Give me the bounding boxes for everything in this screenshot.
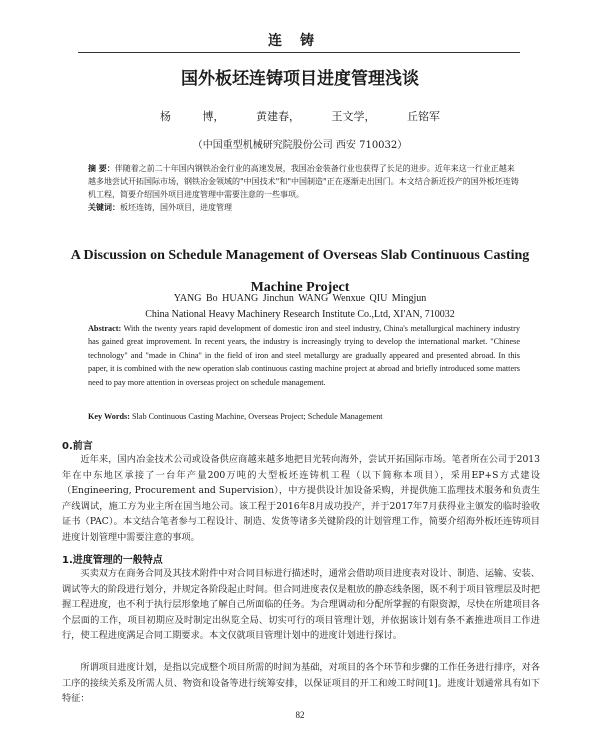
keywords-cn — [88, 201, 520, 214]
keywords-cn-label: 关键词： — [88, 203, 120, 212]
page-number: 82 — [295, 710, 305, 720]
keywords-en-text: Slab Continuous Casting Machine, Overseas Project; Schedule Management — [131, 412, 383, 421]
affiliation-en: China National Heavy Machinery Research Institute Co.,Ltd, XI'AN, 710032 — [145, 309, 455, 320]
keywords-en-label: Key Words: — [88, 412, 130, 421]
abstract-cn-text: 伴随着之前二十年国内钢铁冶金行业的高速发展，我国冶金装备行业也获得了长足的进步。近年来这一行业正越来越多地尝试开拓国际市场，钢铁冶金领域的"中国技术"和"中国制造"正在逐渐走出国门。本文结合新近投产的国外板坯连铸机工程，简要介绍国外项目进度管理中需要注意的一些事项。 — [88, 164, 519, 199]
abstract-cn — [88, 162, 520, 201]
keywords-en — [88, 412, 520, 421]
section-0-paragraph: 近年来，国内冶金技术公司或设备供应商越来越多地把目光转向海外，尝试开拓国际市场。笔者所在公司于2013年在中东地区承接了一台年产量200万吨的大型板坯连铸机工程（以下简称本项目），采用EP+S方式建设（Engineering, Procurement and Supervision），中方提供设计加设备采购，并提供施工监理技术服务和负责生产线调试，施工方为业主所在国当地公司。该工程于2016年8月成功投产，并于2017年7月获得业主颁发的临时验收证书（PAC）。本文结合笔者参与工程设计、制造、发货等诸多关键阶段的计划管理工作，简要介绍海外板坯连铸项目进度计划管理中需要注意的事项。 — [62, 454, 540, 543]
abstract-en-label: Abstract: — [88, 324, 122, 333]
title-en-line1: A Discussion on Schedule Management of Overseas Slab Continuous Casting — [70, 248, 530, 263]
abstract-en-text: With the twenty years rapid development of domestic iron and steel industry, China's metallurgical machinery industry has gained great improvement. In recent years, the industry is increasingly trying to develop the international market. "Chinese technology" and "made in China" in the field of iron and steel metallurgy are gradually appeared and presented abroad. In this paper, it is combined with the new operation slab continuous casting machine project at abroad and briefly introduced some matters need to pay more attention in overseas project on schedule management. — [88, 324, 520, 387]
keywords-cn-text: 板坯连铸，国外项目，进度管理 — [120, 203, 232, 212]
affiliation-cn: （中国重型机械研究院股份公司 西安 710032） — [192, 140, 408, 151]
section-0-heading: 0.前言 — [62, 441, 93, 452]
running-header: 连铸 — [268, 33, 332, 49]
section-1-paragraph-1: 买卖双方在商务合同及其技术附件中对合同目标进行描述时，通常会借助项目进度表对设计、制造、运输、安装、调试等大的阶段进行划分，并规定各阶段起止时间。但合同进度表仅是粗放的静态线条图，既不利于项目管理层及时把握工程进度，也不利于执行层形象地了解自己所面临的任务。为合理调动和分配所掌握的有限资源，尽快在所建项目各个层面的工作，项目初期应及时制定出纵览全局、切实可行的项目管理计划，并依据该计划有条不紊推进项目工作进行，使工程进度满足合同工期要求。本文仅就项目管理计划中的进度计划进行探讨。 — [62, 568, 540, 642]
authors-cn: 杨 博， 黄建春， 王文学， 丘铭军 — [160, 110, 440, 123]
abstract-en — [88, 322, 520, 389]
abstract-cn-block — [88, 162, 520, 214]
authors-en: YANG Bo HUANG Jinchun WANG Wenxue QIU Mingjun — [173, 293, 427, 304]
section-1-heading: 1.进度管理的一般特点 — [62, 555, 163, 566]
section-1-paragraph-2: 所谓项目进度计划，是指以完成整个项目所需的时间为基础，对项目的各个环节和步骤的工作任务进行排序，对各工序的接续关系及所需人员、物资和设备等进行统筹安排，以保证项目的开工和竣工时间[1]。进度计划通常具有如下特征： — [62, 662, 540, 705]
abstract-cn-label: 摘 要： — [88, 164, 115, 173]
header-rule — [78, 52, 520, 53]
title-cn: 国外板坯连铸项目进度管理浅谈 — [181, 69, 419, 89]
title-en-line2: Machine Project — [250, 280, 350, 295]
